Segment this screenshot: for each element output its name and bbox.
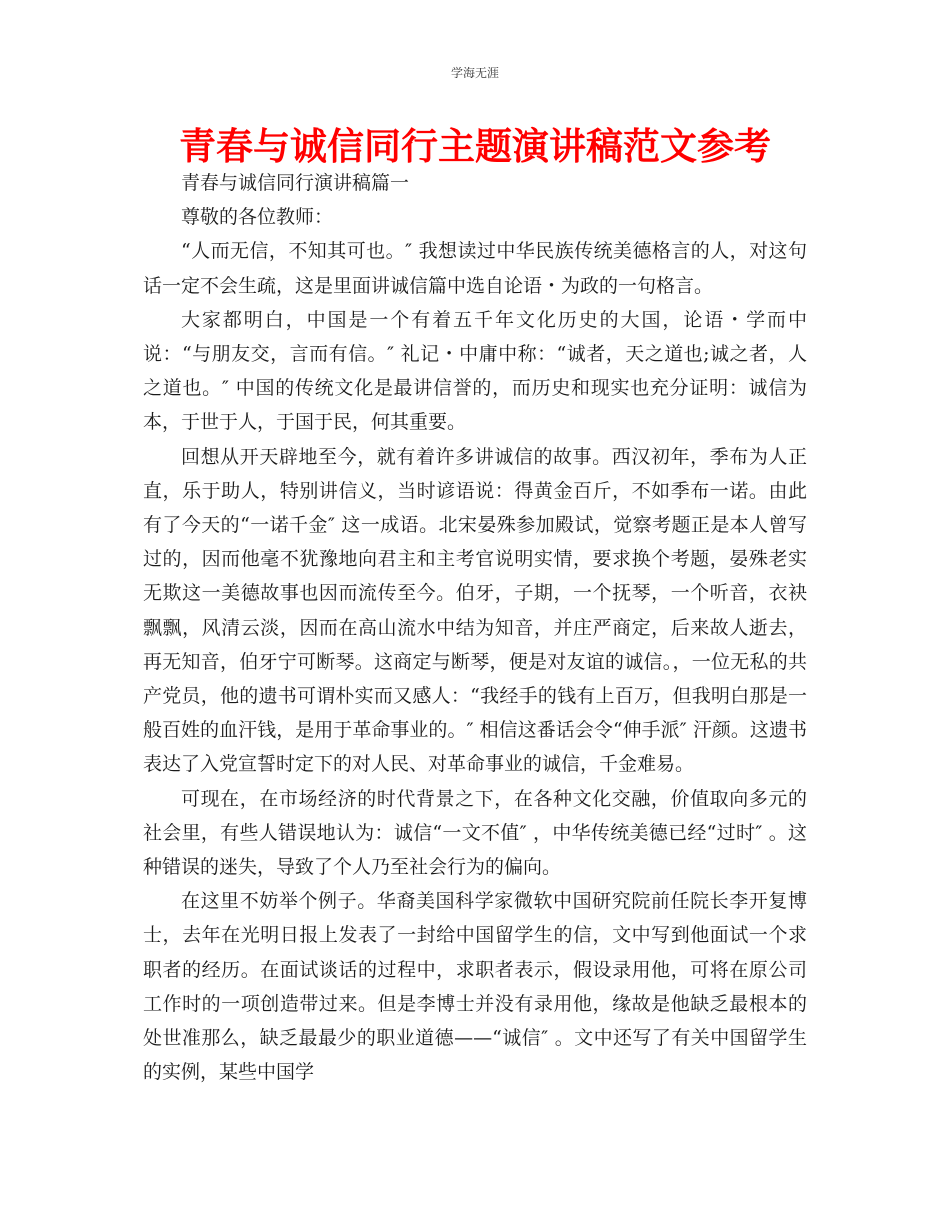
- paragraph-body: 大家都明白，中国是一个有着五千年文化历史的大国，论语・学而中说：“与朋友交，言而有信。″ 礼记・中庸中称：“诚者，天之道也;诚之者，人之道也。″ 中国的传统文化是最讲信誉的，而历史和现实也充分证明：诚信为本，于世于人，于国于民，何其重要。: [143, 308, 807, 434]
- paragraph-salutation: 尊敬的各位教师：: [181, 206, 334, 229]
- paragraph-body: 回想从开天辟地至今，就有着许多讲诚信的故事。西汉初年，季布为人正直，乐于助人，特别讲信义，当时谚语说：得黄金百斤，不如季布一诺。由此有了今天的“一诺千金″ 这一成语。北宋晏殊参加殿试，觉察考题正是本人曾写过的，因而他毫不犹豫地向君主和主考官说明实情，要求换个考题，晏殊老实无欺这一美德故事也因而流传至今。伯牙，子期，一个抚琴，一个听音，衣袂飘飘，风清云淡，因而在高山流水中结为知音，并庄严商定，后来故人逝去，再无知音，伯牙宁可断琴。这商定与断琴，便是对友谊的诚信。，一位无私的共产党员，他的遗书可谓朴实而又感人：“我经手的钱有上百万，但我明白那是一般百姓的血汗钱，是用于革命事业的。″ 相信这番话会令“伸手派″ 汗颜。这遗书表达了入党宣誓时定下的对人民、对革命事业的诚信，千金难易。: [143, 445, 807, 776]
- paragraph-body: 在这里不妨举个例子。华裔美国科学家微软中国研究院前任院长李开复博士，去年在光明日报上发表了一封给中国留学生的信，文中写到他面试一个求职者的经历。在面试谈话的过程中，求职者表示，假设录用他，可将在原公司工作时的一项创造带过来。但是李博士并没有录用他，缘故是他缺乏最根本的处世准那么，缺乏最最少的职业道德——“诚信″ 。文中还写了有关中国留学生的实例，某些中国学: [143, 890, 807, 1084]
- document-body: [143, 166, 807, 1089]
- paragraph-body: 可现在，在市场经济的时代背景之下，在各种文化交融，价值取向多元的社会里，有些人错误地认为：诚信“一文不值″ ，中华传统美德已经“过时″ 。这种错误的迷失，导致了个人乃至社会行为的偏向。: [143, 787, 807, 879]
- document-title: 青春与诚信同行主题演讲稿范文参考: [179, 124, 771, 168]
- paragraph-body: “人而无信，不知其可也。″ 我想读过中华民族传统美德格言的人，对这句话一定不会生疏，这是里面讲诚信篇中选自论语・为政的一句格言。: [143, 240, 807, 297]
- paragraph-subtitle: 青春与诚信同行演讲稿篇一: [181, 172, 410, 194]
- page-header-note: 学海无涯: [450, 66, 499, 80]
